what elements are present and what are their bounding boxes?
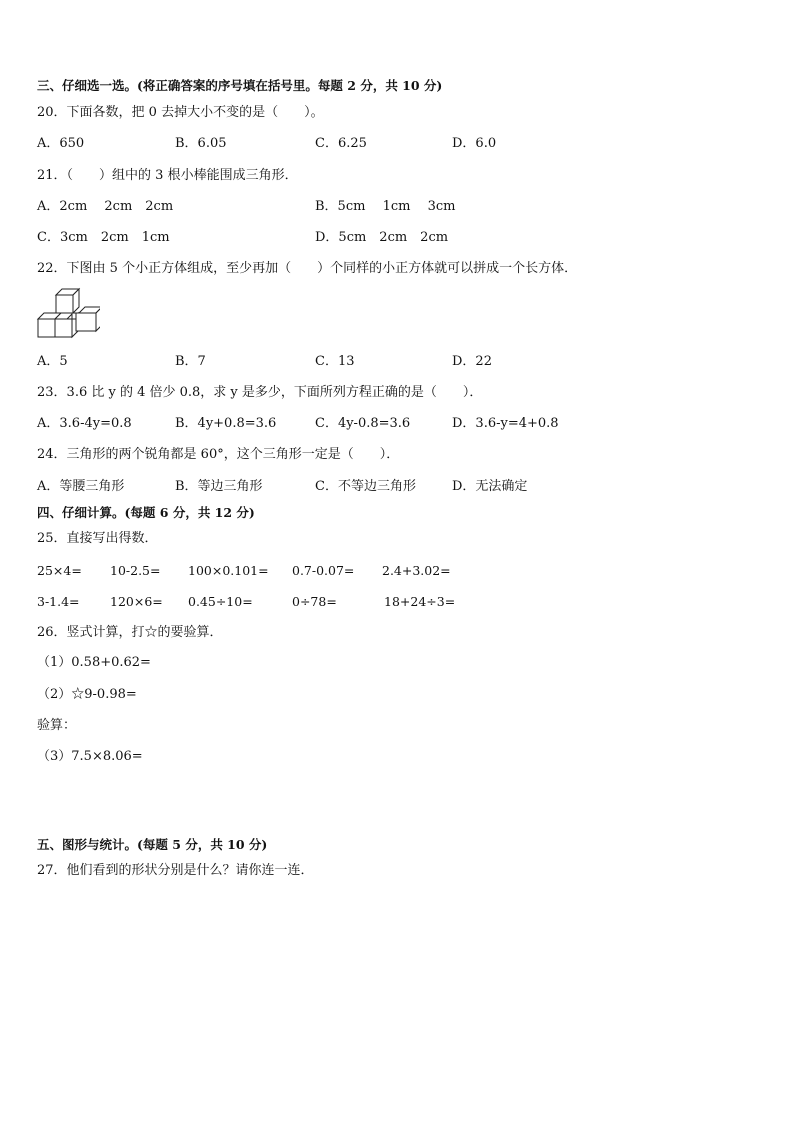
q26-item-2: （2）☆9-0.98= — [37, 687, 137, 702]
q20-option-c: C．6.25 — [315, 136, 367, 151]
q25-r1-c5: 2.4+3.02= — [382, 563, 451, 578]
q23-option-a: A．3.6-4y=0.8 — [37, 416, 132, 431]
q25-r2-c1: 3-1.4= — [37, 594, 80, 609]
q26-item-1: （1）0.58+0.62= — [37, 655, 151, 670]
q25-r2-c5: 18+24÷3= — [384, 594, 456, 609]
five-cubes-figure — [36, 287, 100, 341]
q22-option-a: A．5 — [37, 354, 68, 369]
question-22-stem: 22．下图由 5 个小正方体组成，至少再加（ ）个同样的小正方体就可以拼成一个长方体． — [37, 261, 578, 276]
section-3-heading: 三、仔细选一选。(将正确答案的序号填在括号里。每题 2 分，共 10 分) — [37, 78, 443, 93]
q22-option-d: D．22 — [452, 354, 492, 369]
q22-option-b: B．7 — [175, 354, 206, 369]
q25-r1-c3: 100×0.101= — [188, 563, 269, 578]
q21-option-c: C．3cm 2cm 1cm — [37, 230, 170, 245]
question-21-stem: 21．（ ）组中的 3 根小棒能围成三角形． — [37, 168, 298, 183]
q25-r2-c4: 0÷78= — [292, 594, 337, 609]
q24-option-c: C．不等边三角形 — [315, 479, 416, 494]
q25-r1-c2: 10-2.5= — [110, 563, 161, 578]
q20-option-a: A．650 — [37, 136, 85, 151]
q23-option-b: B．4y+0.8=3.6 — [175, 416, 277, 431]
q26-item-3: （3）7.5×8.06= — [37, 749, 143, 764]
q24-option-d: D．无法确定 — [452, 479, 528, 494]
q23-option-c: C．4y-0.8=3.6 — [315, 416, 411, 431]
q25-r2-c2: 120×6= — [110, 594, 163, 609]
q25-r2-c3: 0.45÷10= — [188, 594, 253, 609]
q24-option-b: B．等边三角形 — [175, 479, 263, 494]
q21-option-d: D．5cm 2cm 2cm — [315, 230, 449, 245]
q21-option-b: B．5cm 1cm 3cm — [315, 199, 456, 214]
q21-option-a: A．2cm 2cm 2cm — [37, 199, 174, 214]
q25-r1-c1: 25×4= — [37, 563, 82, 578]
question-26-stem: 26．竖式计算，打☆的要验算． — [37, 625, 223, 640]
q22-option-c: C．13 — [315, 354, 355, 369]
q24-option-a: A．等腰三角形 — [37, 479, 125, 494]
q20-option-d: D．6.0 — [452, 136, 497, 151]
question-25-stem: 25．直接写出得数． — [37, 531, 158, 546]
q23-option-d: D．3.6-y=4+0.8 — [452, 416, 559, 431]
q26-verify-label: 验算： — [37, 718, 77, 733]
q25-r1-c4: 0.7-0.07= — [292, 563, 355, 578]
q20-option-b: B．6.05 — [175, 136, 227, 151]
section-4-heading: 四、仔细计算。(每题 6 分，共 12 分) — [37, 505, 255, 520]
question-23-stem: 23．3.6 比 y 的 4 倍少 0.8，求 y 是多少，下面所列方程正确的是（ ）． — [37, 385, 483, 400]
question-27-stem: 27．他们看到的形状分别是什么？请你连一连． — [37, 863, 314, 878]
section-5-heading: 五、图形与统计。(每题 5 分，共 10 分) — [37, 837, 268, 852]
question-20-stem: 20．下面各数，把 0 去掉大小不变的是（ ）。 — [37, 105, 324, 120]
question-24-stem: 24．三角形的两个锐角都是 60°，这个三角形一定是（ ）． — [37, 447, 400, 462]
